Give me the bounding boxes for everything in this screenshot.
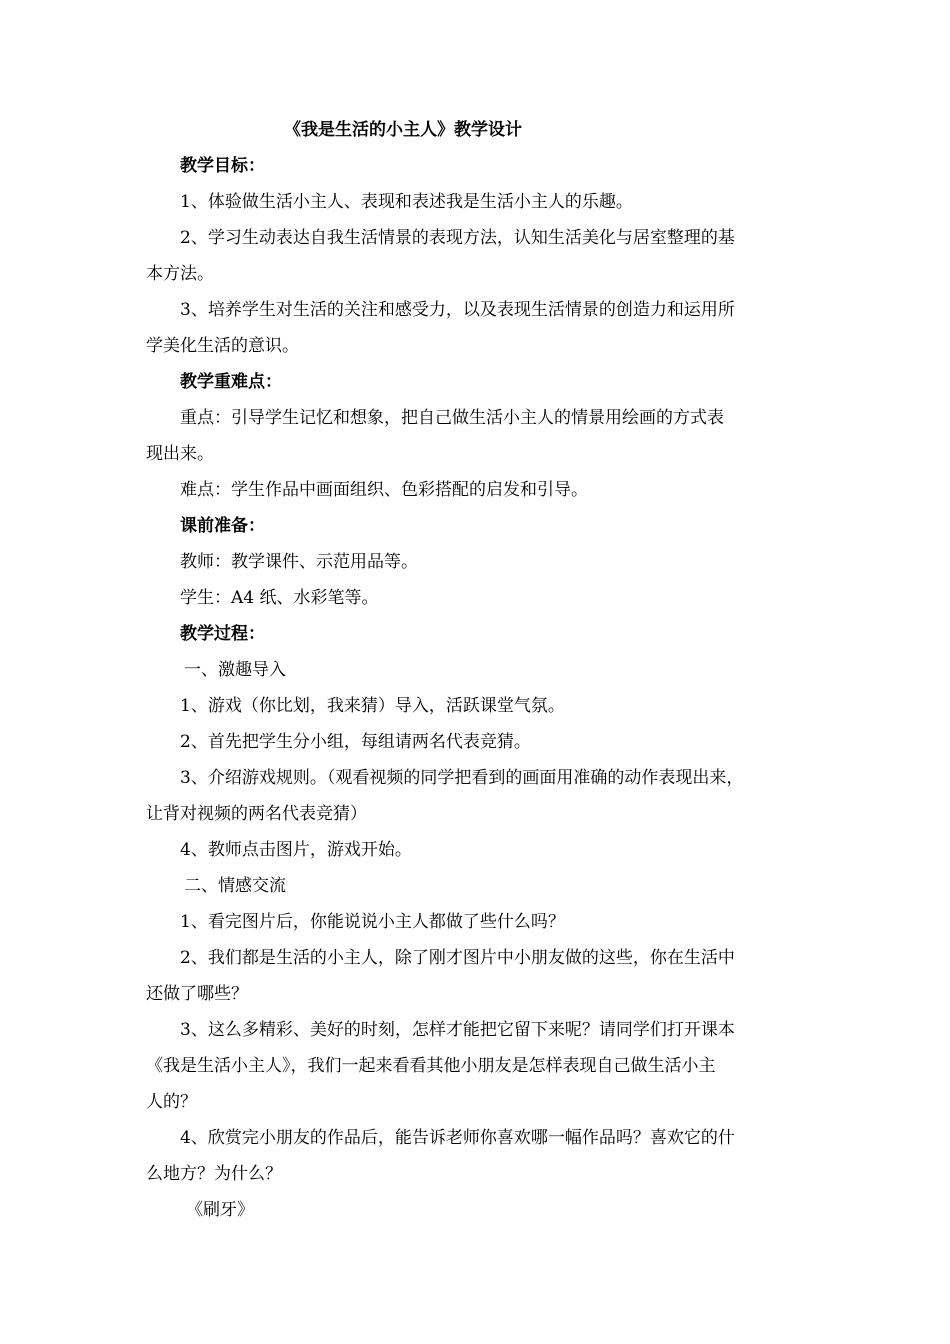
objectives-heading: 教学目标： — [180, 156, 265, 176]
focus-line-2: 现出来。 — [146, 444, 214, 464]
part-2-heading: 二、情感交流 — [184, 876, 286, 896]
part-2-item-4-line-1: 4、欣赏完小朋友的作品后，能告诉老师你喜欢哪一幅作品吗？喜欢它的什 — [180, 1128, 735, 1148]
part-2-item-1: 1、看完图片后，你能说说小主人都做了些什么吗？ — [180, 912, 565, 932]
focus-line-1: 重点：引导学生记忆和想象，把自己做生活小主人的情景用绘画的方式表 — [180, 408, 724, 428]
artwork-title: 《刷牙》 — [186, 1200, 254, 1220]
objective-item-2-line-2: 本方法。 — [146, 264, 214, 284]
student-preparation: 学生：A4 纸、水彩笔等。 — [180, 588, 379, 608]
part-1-item-2: 2、首先把学生分小组，每组请两名代表竞猜。 — [180, 732, 531, 752]
part-2-item-3-line-3: 人的？ — [146, 1092, 197, 1112]
part-2-item-3-line-2: 《我是生活小主人》，我们一起来看看其他小朋友是怎样表现自己做生活小主 — [146, 1056, 716, 1076]
document-title: 《我是生活的小主人》教学设计 — [284, 120, 522, 140]
difficulty-line: 难点：学生作品中画面组织、色彩搭配的启发和引导。 — [180, 480, 588, 500]
part-1-item-4: 4、教师点击图片，游戏开始。 — [180, 840, 412, 860]
part-2-item-4-line-2: 么地方？为什么？ — [146, 1164, 282, 1184]
objective-item-1: 1、体验做生活小主人、表现和表述我是生活小主人的乐趣。 — [180, 192, 633, 212]
preparation-heading: 课前准备： — [180, 516, 265, 536]
part-2-item-3-line-1: 3、这么多精彩、美好的时刻，怎样才能把它留下来呢？请同学们打开课本 — [180, 1020, 735, 1040]
objective-item-3-line-1: 3、培养学生对生活的关注和感受力，以及表现生活情景的创造力和运用所 — [180, 300, 735, 320]
objective-item-3-line-2: 学美化生活的意识。 — [146, 336, 299, 356]
part-2-item-2-line-1: 2、我们都是生活的小主人，除了刚才图片中小朋友做的这些，你在生活中 — [180, 948, 735, 968]
key-points-heading: 教学重难点： — [180, 372, 282, 392]
part-1-item-3-line-1: 3、介绍游戏规则。（观看视频的同学把看到的画面用准确的动作表现出来， — [180, 768, 744, 788]
part-1-heading: 一、激趣导入 — [184, 660, 286, 680]
part-1-item-3-line-2: 让背对视频的两名代表竞猜） — [146, 804, 367, 824]
part-1-item-1: 1、游戏（你比划，我来猜）导入，活跃课堂气氛。 — [180, 696, 565, 716]
teacher-preparation: 教师：教学课件、示范用品等。 — [180, 552, 418, 572]
part-2-item-2-line-2: 还做了哪些？ — [146, 984, 248, 1004]
process-heading: 教学过程： — [180, 624, 265, 644]
objective-item-2-line-1: 2、学习生动表达自我生活情景的表现方法，认知生活美化与居室整理的基 — [180, 228, 735, 248]
